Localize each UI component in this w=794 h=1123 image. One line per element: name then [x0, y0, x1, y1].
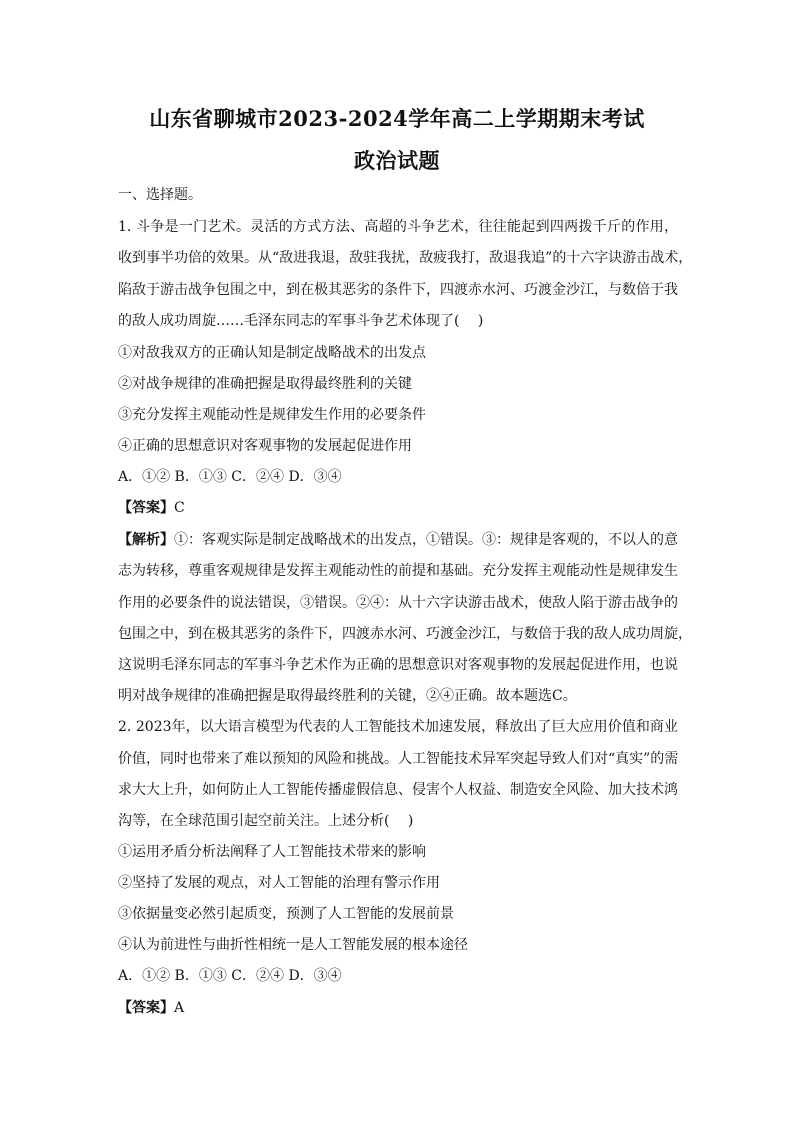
question-1-analysis-line: 明对战争规律的准确把握是取得最终胜利的关键，②④正确。故本题选C。 — [118, 688, 577, 704]
question-2-answer — [118, 998, 678, 1018]
question-1-analysis-line: 包围之中，到在极其恶劣的条件下，四渡赤水河、巧渡金沙江，与数倍于我的敌人成功周旋， — [118, 626, 692, 642]
question-2-stem-line: 求大大上升，如何防止人工智能传播虚假信息、侵害个人权益、制造安全风险、加大技术鸿 — [118, 782, 678, 798]
answer-label: 【答案】 — [118, 1000, 174, 1016]
question-1-stem-line: 收到事半功倍的效果。从“敌进我退，敌驻我扰，敌疲我打，敌退我追”的十六字诀游击战术， — [118, 250, 693, 266]
question-1-option: ①对敌我双方的正确认知是制定战略战术的出发点 — [118, 345, 426, 361]
section-heading: 一、选择题。 — [118, 187, 202, 203]
question-1-analysis-line: 这说明毛泽东同志的军事斗争艺术作为正确的思想意识对客观事物的发展起促进作用，也说 — [118, 657, 678, 673]
question-2-choices: A．①② B．①③ C．②④ D．③④ — [118, 968, 342, 984]
question-2-option: ①运用矛盾分析法阐释了人工智能技术带来的影响 — [118, 844, 426, 860]
question-2-stem-line: 价值，同时也带来了难以预知的风险和挑战。人工智能技术异军突起导致人们对“真实”的需 — [118, 751, 679, 767]
page-subtitle: 政治试题 — [354, 148, 440, 173]
question-2-option: ②坚持了发展的观点，对人工智能的治理有警示作用 — [118, 875, 440, 891]
question-2-stem-line: 2. 2023年，以大语言模型为代表的人工智能技术加速发展，释放出了巨大应用价值和商业 — [118, 719, 678, 735]
question-1-analysis-line: 作用的必要条件的说法错误，③错误。②④：从十六字诀游击战术，使敌人陷于游击战争的 — [118, 595, 678, 611]
question-1-option: ③充分发挥主观能动性是规律发生作用的必要条件 — [118, 407, 426, 423]
answer-value: C — [174, 500, 185, 516]
analysis-text: ①：客观实际是制定战略战术的出发点，①错误。③：规律是客观的，不以人的意 — [174, 532, 678, 548]
question-1-stem-line: 的敌人成功周旋……毛泽东同志的军事斗争艺术体现了( ) — [118, 313, 484, 329]
answer-label: 【答案】 — [118, 500, 174, 516]
question-1-choices: A．①② B．①③ C．②④ D．③④ — [118, 469, 342, 485]
question-1-option: ②对战争规律的准确把握是取得最终胜利的关键 — [118, 376, 412, 392]
question-1-stem-line: 1. 斗争是一门艺术。灵活的方式方法、高超的斗争艺术，往往能起到四两拨千斤的作用， — [118, 219, 678, 235]
question-1-stem-line: 陷敌于游击战争包围之中，到在极其恶劣的条件下，四渡赤水河、巧渡金沙江，与数倍于我 — [118, 282, 678, 298]
question-1-analysis-line: 志为转移，尊重客观规律是发挥主观能动性的前提和基础。充分发挥主观能动性是规律发生 — [118, 563, 678, 579]
question-1-option: ④正确的思想意识对客观事物的发展起促进作用 — [118, 438, 412, 454]
question-2-stem-line: 沟等，在全球范围引起空前关注。上述分析( ) — [118, 813, 414, 829]
answer-value: A — [174, 1000, 185, 1016]
question-2-option: ④认为前进性与曲折性相统一是人工智能发展的根本途径 — [118, 937, 468, 953]
question-1-analysis-line — [118, 530, 678, 550]
question-2-option: ③依据量变必然引起质变，预测了人工智能的发展前景 — [118, 906, 454, 922]
analysis-label: 【解析】 — [118, 532, 174, 548]
question-1-answer — [118, 498, 678, 518]
page-title: 山东省聊城市2023-2024学年高二上学期期末考试 — [149, 106, 645, 131]
